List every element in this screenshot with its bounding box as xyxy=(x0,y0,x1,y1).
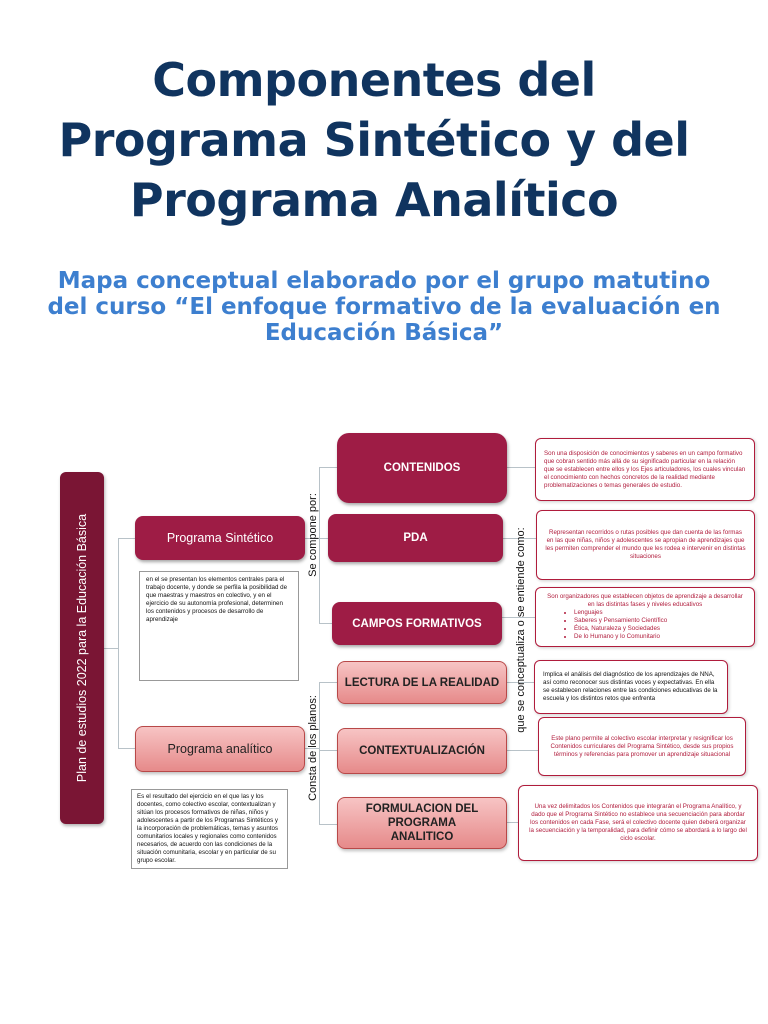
contextualizacion-node xyxy=(337,728,507,774)
formulacion-node xyxy=(337,797,507,849)
subtitle-line-1: Mapa conceptual elaborado por el grupo matutino xyxy=(57,268,711,294)
pda-node xyxy=(328,514,503,562)
connector-right-6 xyxy=(507,822,518,823)
pda-label: PDA xyxy=(403,532,428,544)
connector-to-sintetico xyxy=(118,538,135,539)
plan-estudios-node xyxy=(60,472,104,824)
connector-analitico-v xyxy=(319,682,320,824)
connector-root-h xyxy=(104,648,118,649)
connector-to-pda xyxy=(319,538,328,539)
pda-definition: Representan recorridos o rutas posibles que dan cuenta de las formas en las que niñas, niños y adolescentes se apropian de aprendizajes que les permiten comprender el mundo que les rodea e intervenir en distintas situaciones xyxy=(536,510,755,580)
consta-de-los-planos-label: Consta de los planos: xyxy=(307,695,319,801)
programa-sintetico-label: Programa Sintético xyxy=(166,531,274,545)
programa-sintetico-node xyxy=(135,516,305,560)
connector-to-campos xyxy=(319,623,332,624)
programa-analitico-label: Programa analítico xyxy=(167,742,273,756)
se-compone-por-label: Se compone por: xyxy=(307,493,319,577)
title-line-3: Programa Analítico xyxy=(129,173,619,227)
lectura-realidad-definition: Implica el análisis del diagnóstico de los aprendizajes de NNA, así como reconocer sus distintas voces y expectativas. En ella se establecen relaciones entre las condiciones educativas de la escuela y los distintos retos que enfrenta xyxy=(534,660,728,714)
campo-item: • Ética, Naturaleza y Sociedades xyxy=(574,625,746,633)
contextualizacion-label: CONTEXTUALIZACIÓN xyxy=(359,745,485,757)
programa-analitico-description: Es el resultado del ejercicio en el que las y los docentes, como colectivo escolar, contextualizan y sitúan los procesos formativos de niñas, niños y adolescentes a partir de los Programas Sintéticos y la incorporación de problemáticas, temas y asuntos comunitarios locales y regionales como contenidos necesarios, de acuerdo con las condiciones de la situación comunitaria, escolar y en particular de su grupo escolar. xyxy=(131,789,288,869)
programa-sintetico-description: en el se presentan los elementos centrales para el trabajo docente, y donde se perfila la posibilidad de que maestras y maestros en colectivo, y en el ejercicio de su autonomía profesional, determinen los contenidos y procesos de desarrollo de aprendizaje xyxy=(139,571,299,681)
campos-formativos-definition: Son organizadores que establecen objetos de aprendizaje a desarrollar en las distintas fases y niveles educativos • Lenguajes • Saberes y Pensamiento Científico • Ética, Naturaleza y Sociedades • De lo Humano y lo Comunitario xyxy=(535,587,755,647)
campo-item: • Saberes y Pensamiento Científico xyxy=(574,617,746,625)
formulacion-label-line2: ANALITICO xyxy=(390,831,454,843)
subtitle-line-2: del curso “El enfoque formativo de la evaluación en xyxy=(47,294,721,320)
formulacion-definition: Una vez delimitados los Contenidos que integrarán el Programa Analítico, y dado que el Programa Sintético no establece una secuenciación para abordar los contenidos en cada Fase, será el colectivo docente quien deberá organizar la secuenciación y la temporalidad, para definir cómo se abordará a lo largo del ciclo escolar. xyxy=(518,785,758,861)
connector-to-lectura xyxy=(319,682,337,683)
connector-to-contextualizacion xyxy=(319,750,337,751)
contenidos-node xyxy=(337,433,507,503)
plan-estudios-label: Plan de estudios 2022 para la Educación Básica xyxy=(75,513,89,783)
connector-right-5 xyxy=(507,750,538,751)
connector-root-v xyxy=(118,538,119,748)
formulacion-label-line1: FORMULACION DEL PROGRAMA xyxy=(365,803,479,829)
subtitle-line-3: Educación Básica” xyxy=(264,320,504,346)
page-subtitle xyxy=(0,268,768,346)
connector-to-analitico xyxy=(118,748,135,749)
campos-formativos-label: CAMPOS FORMATIVOS xyxy=(352,617,482,630)
lectura-realidad-node xyxy=(337,661,507,704)
programa-analitico-node xyxy=(135,726,305,772)
connector-to-contenidos xyxy=(319,467,337,468)
campos-list xyxy=(544,609,746,641)
campos-formativos-node xyxy=(332,602,502,645)
que-se-conceptualiza-label: que se conceptualiza o se entiende como: xyxy=(515,527,527,733)
page-title xyxy=(0,50,748,230)
title-line-2: Programa Sintético y del xyxy=(58,113,690,167)
campo-item: • De lo Humano y lo Comunitario xyxy=(574,633,746,641)
title-line-1: Componentes del xyxy=(152,53,596,107)
lectura-realidad-label: LECTURA DE LA REALIDAD xyxy=(344,676,500,689)
contextualizacion-definition: Este plano permite al colectivo escolar interpretar y resignificar los Contenidos curriculares del Programa Sintético, desde sus propios términos y referencias para promover un aprendizaje situacional xyxy=(538,717,746,776)
contenidos-definition: Son una disposición de conocimientos y saberes en un campo formativo que cobran sentido más allá de su significado particular en la relación que se establecen entre ellos y los Ejes articuladores, los cuales vinculan el conocimiento con hechos concretos de la realidad mediante problematizaciones o temas generales de estudio. xyxy=(535,438,755,501)
contenidos-label: CONTENIDOS xyxy=(383,462,461,474)
connector-right-1 xyxy=(507,467,535,468)
connector-sintetico-v xyxy=(319,467,320,624)
connector-to-formulacion xyxy=(319,824,337,825)
campo-item: • Lenguajes xyxy=(574,609,746,617)
